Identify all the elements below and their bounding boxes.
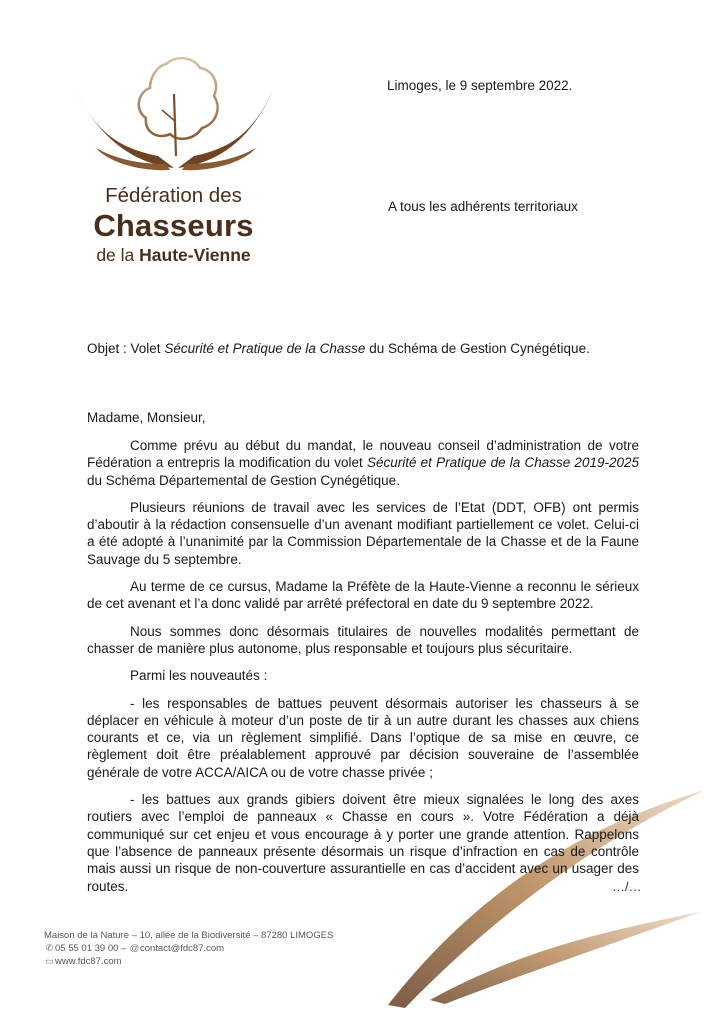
at-sign-icon: @	[129, 943, 140, 954]
tree-antlers-logo-icon	[66, 52, 281, 182]
paragraph-6: - les responsables de battues peuvent désormais autoriser les chasseurs à se déplacer en véhicule à moteur d’un poste de tir à un autre durant les chasses aux chiens courants et ce, via un règlement simplifié. Dans l’optique de sa mise en œuvre, ce règlement doit être préalablement approuvé par décision souveraine de l’assemblée générale de votre ACCA/AICA ou de votre chasse privée ;	[87, 695, 639, 780]
footer-address: Maison de la Nature – 10, allée de la Biodiversité – 87280 LIMOGES	[44, 930, 334, 941]
paragraph-2: Plusieurs réunions de travail avec les services de l’Etat (DDT, OFB) ont permis d’aboutir à la rédaction consensuelle d’un avenant modifiant partiellement ce volet. Celui-ci a été adopté à l’unanimité par la Commission Départementale de la Chasse et de la Faune Sauvage du 5 septembre.	[87, 499, 639, 567]
organization-name-line1: Fédération des	[105, 184, 242, 207]
letter-footer	[44, 929, 333, 968]
subject-italic: Sécurité et Pratique de la Chasse	[164, 341, 366, 356]
subject-sep: : Volet	[119, 341, 165, 356]
organization-name-line3	[66, 245, 281, 266]
letter-subject	[87, 341, 590, 356]
phone-icon: ✆	[45, 943, 54, 954]
paragraph-1-italic: Sécurité et Pratique de la Chasse 2019-2025	[366, 455, 639, 471]
paragraph-4: Nous sommes donc désormais titulaires de nouvelles modalités permettant de chasser de manière plus autonome, plus responsable et toujours plus sécuritaire.	[87, 623, 639, 656]
organization-name-line2: Chasseurs	[93, 208, 254, 243]
footer-web	[44, 955, 333, 968]
paragraph-5: Parmi les nouveautés :	[130, 668, 268, 684]
footer-contact	[44, 942, 333, 955]
footer-sep: –	[118, 943, 129, 954]
paragraph-1	[87, 437, 639, 489]
footer-phone: 05 55 01 39 00	[55, 943, 119, 954]
monitor-icon: ▭	[45, 956, 54, 967]
continued-marker: …/…	[612, 879, 642, 894]
organization-name-line3-bold: Haute-Vienne	[139, 245, 251, 265]
subject-rest: du Schéma de Gestion Cynégétique.	[365, 341, 590, 356]
letter-body	[87, 437, 639, 905]
footer-website[interactable]: www.fdc87.com	[55, 956, 122, 967]
organization-name-line3-prefix: de la	[96, 245, 140, 265]
organization-logo	[66, 52, 281, 272]
paragraph-1-b: du Schéma Départemental de Gestion Cynégétique.	[87, 472, 400, 488]
paragraph-1-a: Comme prévu au début du mandat, le nouveau conseil d’administration de votre Fédération a entrepris la modification du volet	[87, 438, 639, 471]
letter-salutation: Madame, Monsieur,	[87, 410, 206, 425]
subject-label: Objet	[87, 341, 120, 356]
footer-email[interactable]: contact@fdc87.com	[139, 943, 225, 954]
paragraph-7: - les battues aux grands gibiers doivent être mieux signalées le long des axes routiers avec l’emploi de panneaux « Chasse en cours ». Votre Fédération a déjà communiqué sur cet enjeu et vous encourage à y porter une grande attention. Rappelons que l’absence de panneaux présente désormais un risque d’infraction en cas de contrôle mais aussi un risque de non-couverture assurantielle en cas d’accident avec un usager des routes.	[87, 792, 639, 894]
letter-recipient: A tous les adhérents territoriaux	[388, 199, 578, 214]
letter-date: Limoges, le 9 septembre 2022.	[387, 78, 573, 93]
paragraph-3: Au terme de ce cursus, Madame la Préfète de la Haute-Vienne a reconnu le sérieux de cet avenant et l’a donc validé par arrêté préfectoral en date du 9 septembre 2022.	[87, 579, 639, 612]
